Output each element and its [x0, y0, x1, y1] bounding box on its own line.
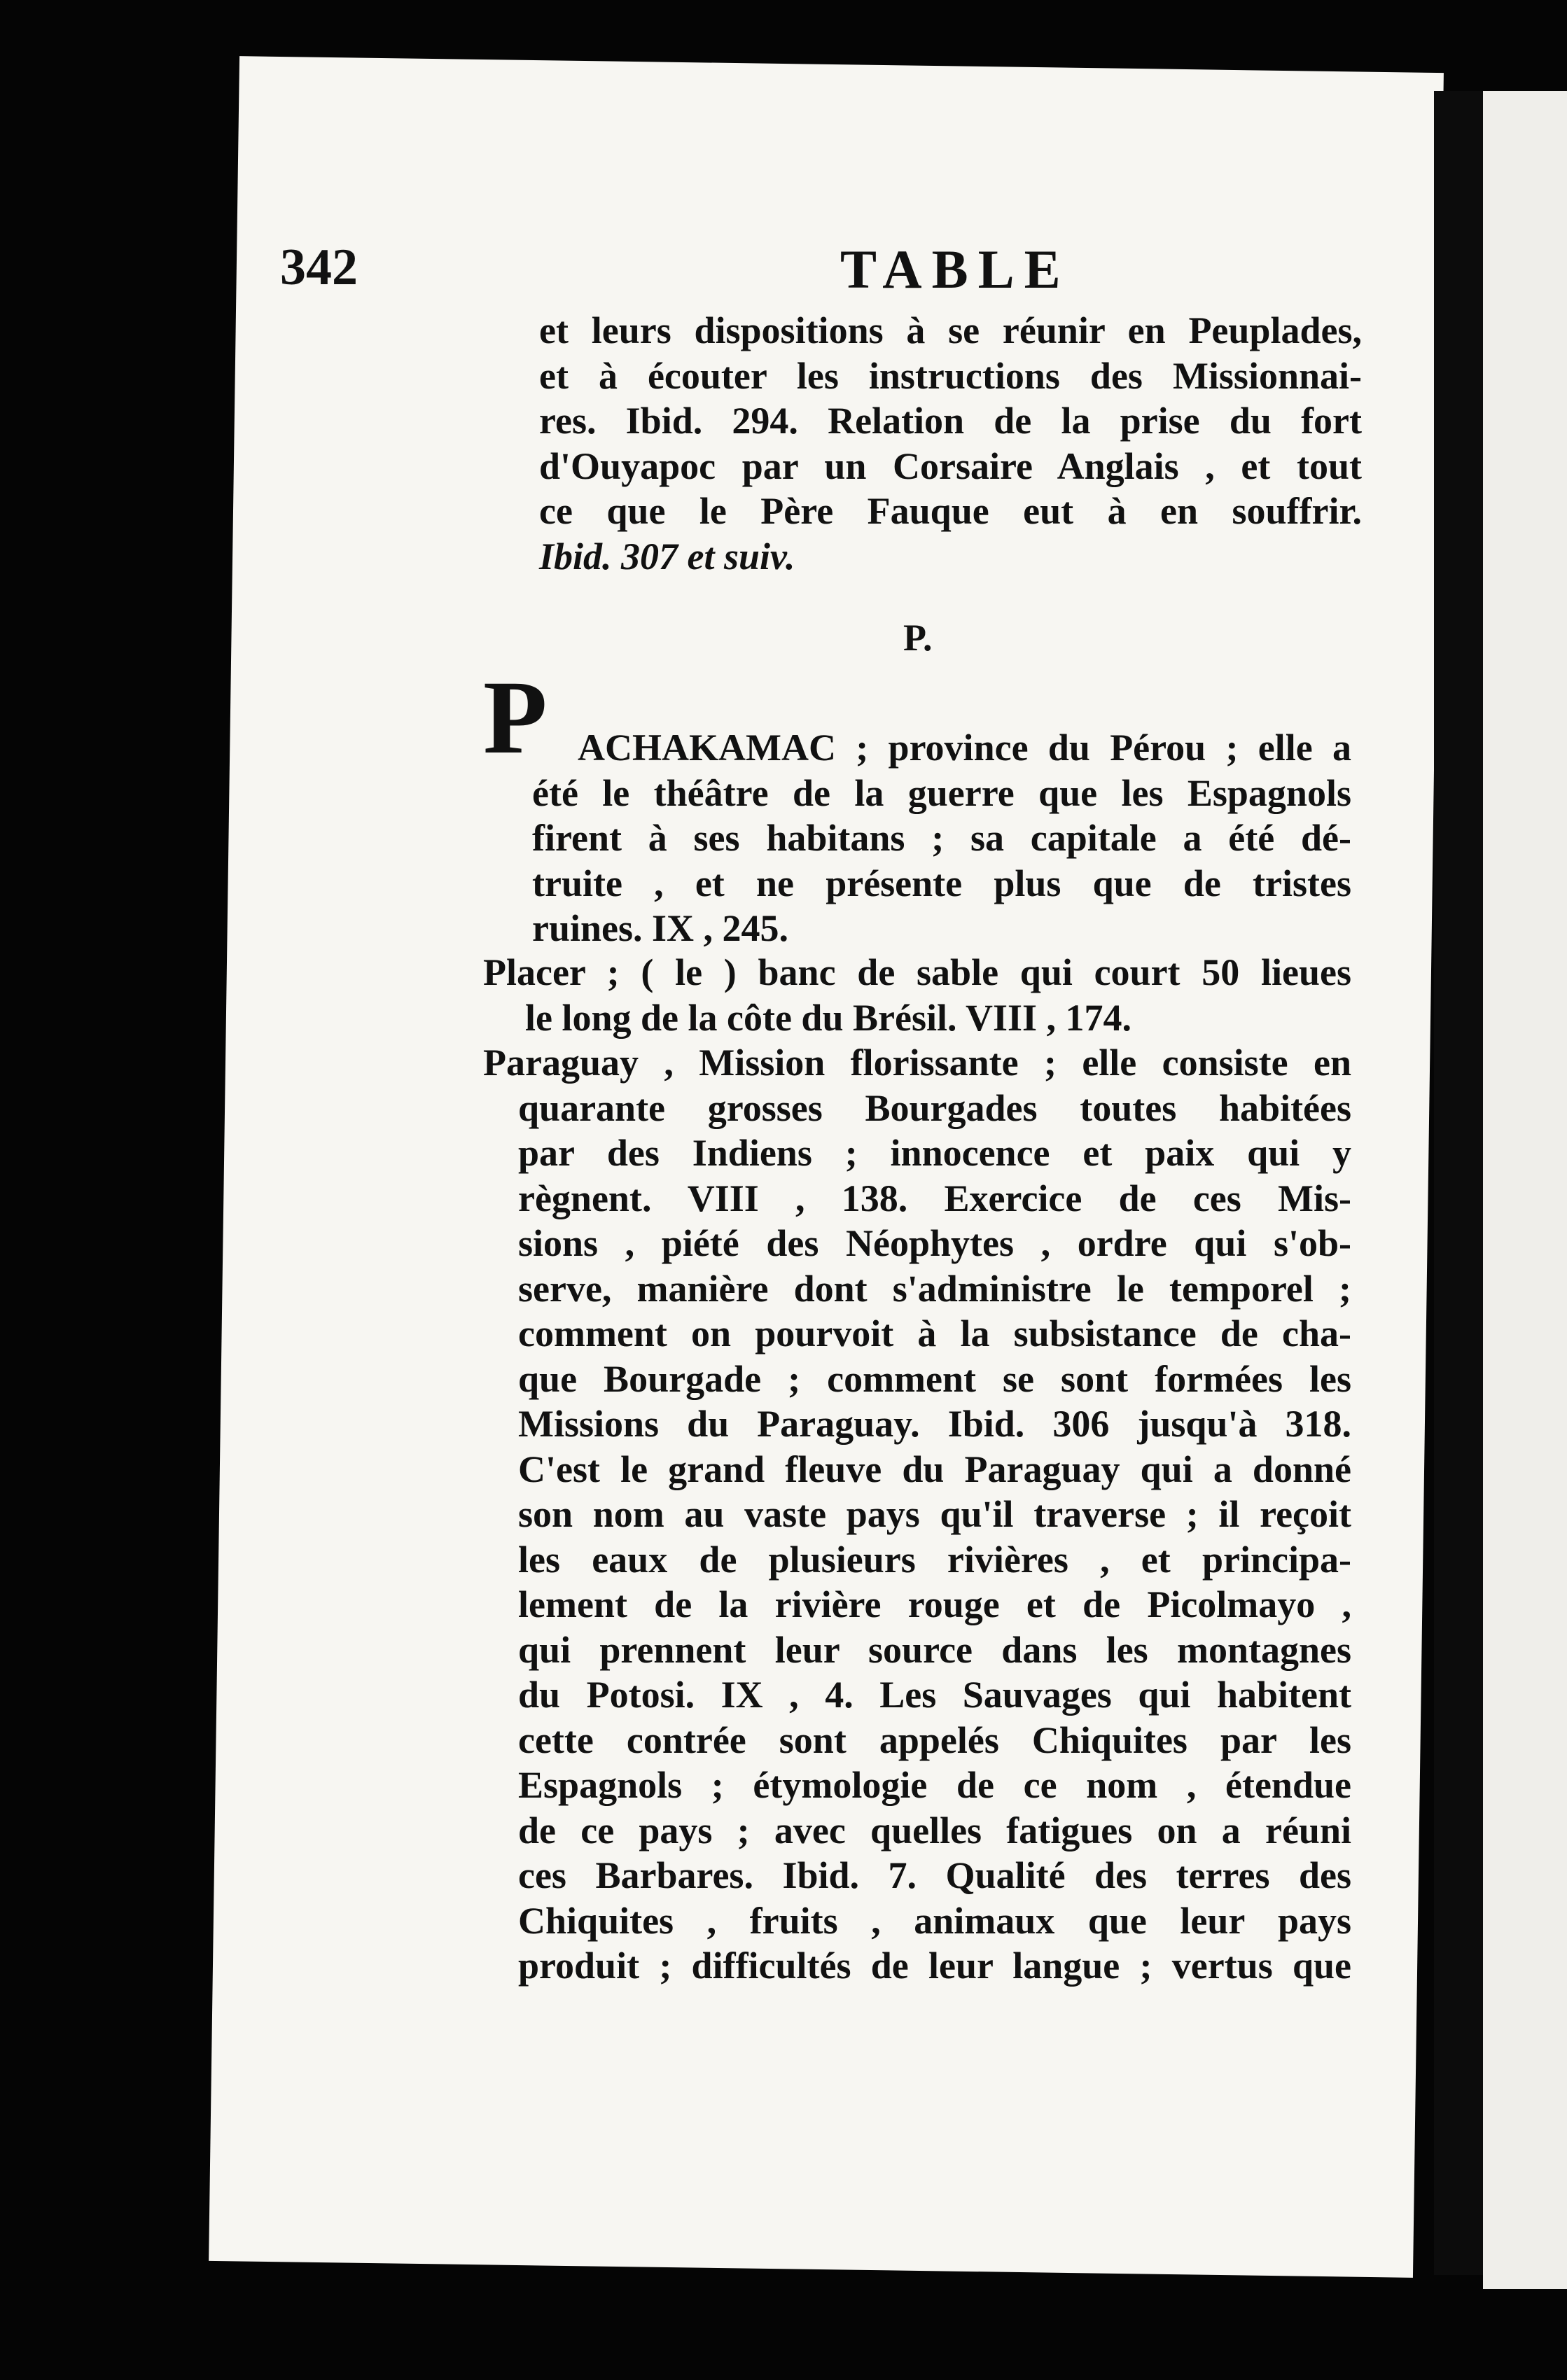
running-head — [280, 238, 1358, 315]
page-gutter-shadow — [1434, 91, 1483, 2275]
text-line: de ce pays ; avec quelles fatigues on a réuni — [518, 1809, 1351, 1851]
text-line: les eaux de plusieurs rivières , et principa- — [518, 1538, 1351, 1581]
text-line: Espagnols ; étymologie de ce nom , étendue — [518, 1764, 1351, 1806]
text-line: sions , piété des Néophytes , ordre qui s'ob- — [518, 1222, 1351, 1264]
text-line: ruines. IX , 245. — [532, 907, 789, 949]
text-line: serve, manière dont s'administre le temporel ; — [518, 1267, 1351, 1310]
running-title: TABLE — [840, 239, 1071, 300]
text-line: Missions du Paraguay. Ibid. 306 jusqu'à 318. — [518, 1403, 1351, 1445]
text-line: ACHAKAMAC ; province du Pérou ; elle a — [578, 727, 1351, 769]
text-line: produit ; difficultés de leur langue ; vertus que — [518, 1945, 1351, 1987]
text-line: du Potosi. IX , 4. Les Sauvages qui habitent — [518, 1674, 1351, 1716]
text-line: règnent. VIII , 138. Exercice de ces Mis- — [518, 1177, 1351, 1219]
entry-paraguay — [483, 1040, 1351, 1989]
text-line: que Bourgade ; comment se sont formées les — [518, 1357, 1351, 1400]
facing-page-fragment — [1483, 91, 1567, 2289]
text-line: truite , et ne présente plus que de tristes — [532, 862, 1351, 904]
text-line: Ibid. 307 et suiv. — [539, 535, 795, 578]
entry-placer — [483, 950, 1351, 1040]
text-line: C'est le grand fleuve du Paraguay qui a donné — [518, 1448, 1351, 1490]
text-line: comment on pourvoit à la subsistance de cha- — [518, 1312, 1351, 1354]
text-line: res. Ibid. 294. Relation de la prise du fort — [539, 400, 1362, 442]
section-letter: P. — [903, 617, 933, 659]
text-line: qui prennent leur source dans les montagnes — [518, 1628, 1351, 1671]
entry-pachakamac — [532, 725, 1351, 951]
text-line: firent à ses habitans ; sa capitale a été dé- — [532, 817, 1351, 859]
text-line: Placer ; ( le ) banc de sable qui court 50 lieues — [483, 951, 1351, 993]
text-line: été le théâtre de la guerre que les Espagnols — [532, 771, 1351, 814]
text-line: Paraguay , Mission florissante ; elle consiste en — [483, 1042, 1351, 1084]
text-line: et à écouter les instructions des Missionnai- — [539, 354, 1362, 397]
continuation-paragraph — [539, 308, 1362, 579]
text-line: ce que le Père Fauque eut à en souffrir. — [539, 490, 1362, 532]
page-number: 342 — [280, 239, 358, 296]
text-line: ces Barbares. Ibid. 7. Qualité des terres des — [518, 1854, 1351, 1896]
text-line: Chiquites , fruits , animaux que leur pays — [518, 1899, 1351, 1942]
text-line: par des Indiens ; innocence et paix qui y — [518, 1132, 1351, 1174]
text-line: lement de la rivière rouge et de Picolmayo , — [518, 1583, 1351, 1625]
text-line: d'Ouyapoc par un Corsaire Anglais , et tout — [539, 444, 1362, 487]
text-line: cette contrée sont appelés Chiquites par les — [518, 1718, 1351, 1761]
text-line: quarante grosses Bourgades toutes habitées — [518, 1086, 1351, 1129]
text-line: son nom au vaste pays qu'il traverse ; il reçoit — [518, 1493, 1351, 1535]
drop-cap: P — [483, 659, 548, 776]
text-line: le long de la côte du Brésil. VIII , 174. — [525, 996, 1132, 1039]
text-line: et leurs dispositions à se réunir en Peuplades, — [539, 309, 1362, 351]
